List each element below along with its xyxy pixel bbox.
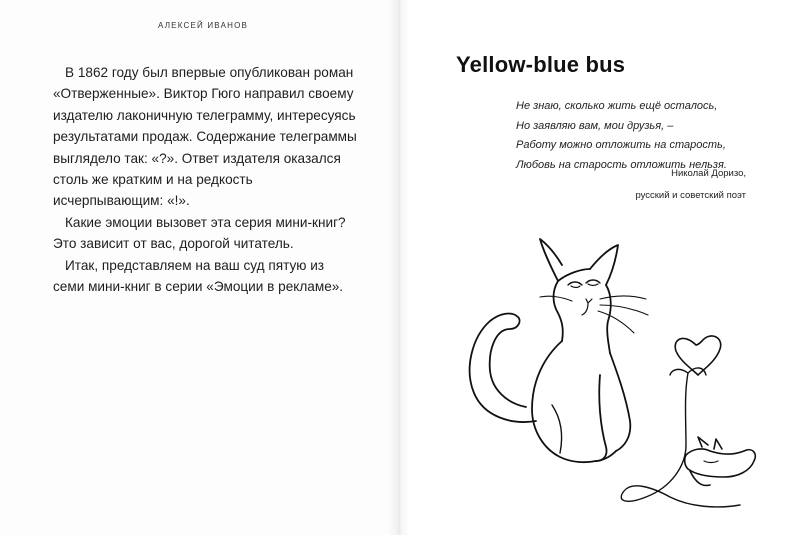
epigraph-line-1: Не знаю, сколько жить ещё осталось, xyxy=(516,100,718,112)
epigraph-author: Николай Доризо, xyxy=(671,168,746,179)
heart-balloon xyxy=(675,336,720,375)
paragraph-2: Какие эмоции вызовет эта серия мини-книг? Это зависит от вас, дорогой читатель. xyxy=(53,214,346,252)
small-cat-drawing xyxy=(685,437,756,485)
chapter-title: Yellow-blue bus xyxy=(456,52,626,77)
paragraph-1: В 1862 году был впервые опубликован роман «Отверженные». Виктор Гюго направил своему издателю лаконичную телеграмму, интересуясь результатами продаж. Содержание телеграммы выглядело так: «?». Ответ издателя оказался столь же кратким и на редкость исчерпывающим: «!». xyxy=(53,65,357,209)
balloon-string xyxy=(621,368,740,507)
running-head: АЛЕКСЕЙ ИВАНОВ xyxy=(158,21,249,30)
big-cat-drawing xyxy=(470,239,648,462)
body-text xyxy=(53,62,358,297)
epigraph-author-description: русский и советский поэт xyxy=(635,190,746,201)
epigraph-line-3: Работу можно отложить на старость, xyxy=(516,139,726,152)
cat-illustration xyxy=(440,225,770,525)
epigraph xyxy=(516,97,766,175)
epigraph-line-4: Любовь на старость отложить нельзя. xyxy=(516,158,727,171)
epigraph-line-2: Но заявляю вам, мои друзья, – xyxy=(516,119,674,132)
book-gutter xyxy=(388,0,410,535)
paragraph-3: Итак, представляем на ваш суд пятую из семи мини-книг в серии «Эмоции в рекламе». xyxy=(53,257,344,295)
